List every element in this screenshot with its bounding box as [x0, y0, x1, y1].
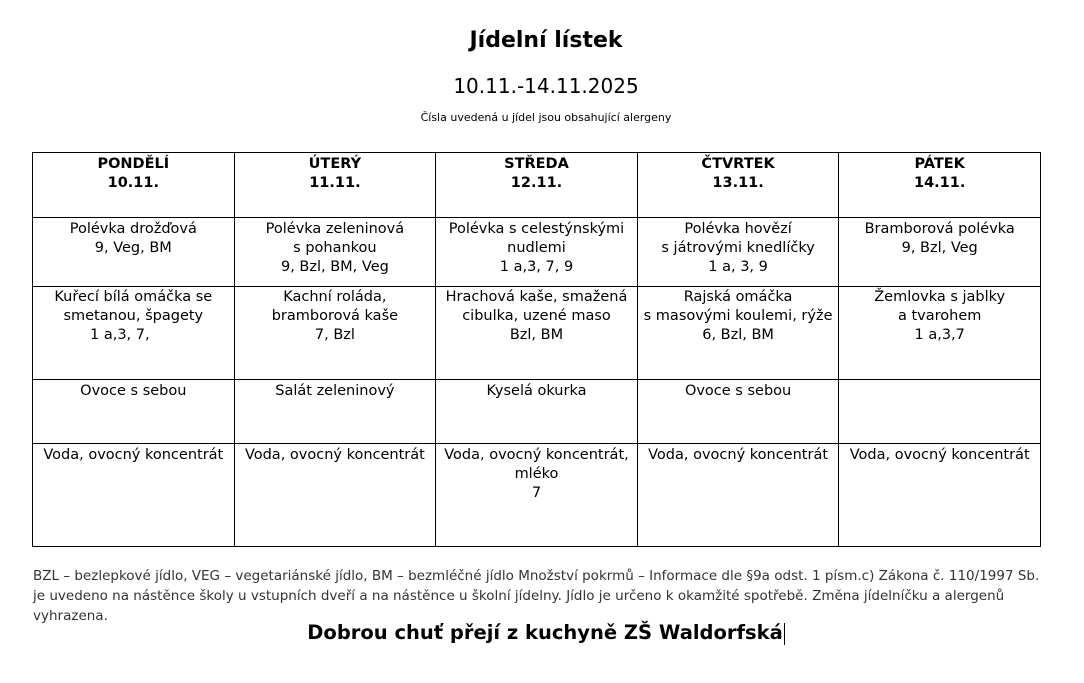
- dish-line: Kyselá okurka: [486, 383, 587, 399]
- dish-line: nudlemi: [507, 240, 566, 256]
- dish-line: Ovoce s sebou: [80, 383, 187, 399]
- day-date: 12.11.: [510, 175, 563, 191]
- dish-line: 6, Bzl, BM: [702, 327, 774, 343]
- date-range: 10.11.-14.11.2025: [453, 74, 639, 98]
- day-date: 11.11.: [309, 175, 361, 191]
- side-cell-empty: [839, 380, 1041, 444]
- drink-cell: [234, 444, 436, 547]
- dish-line: 1 a,3,7: [914, 327, 965, 343]
- day-date: 14.11.: [914, 175, 966, 191]
- greeting-text: Dobrou chuť přejí z kuchyně ZŠ Waldorfská: [307, 621, 783, 644]
- dish-line: 7, Bzl: [314, 327, 355, 343]
- dish-line: Voda, ovocný koncentrát: [648, 447, 829, 463]
- text-caret: [784, 623, 785, 645]
- day-header-cell: [33, 153, 235, 218]
- side-cell: [436, 380, 638, 444]
- dish-line: Bzl, BM: [509, 327, 564, 343]
- allergen-note: Čísla uvedená u jídel jsou obsahující alergeny: [420, 111, 672, 124]
- dish-line: Voda, ovocný koncentrát: [244, 447, 425, 463]
- dish-line: Žemlovka s jablky: [874, 289, 1006, 305]
- menu-table: [32, 152, 1041, 547]
- dish-line: smetanou, špagety: [63, 308, 204, 324]
- dish-line: Voda, ovocný koncentrát: [43, 447, 224, 463]
- day-header-cell: [234, 153, 436, 218]
- dish-line: Voda, ovocný koncentrát: [849, 447, 1030, 463]
- dish-line: 9, Bzl, BM, Veg: [280, 259, 389, 275]
- dish-line: Kachní roláda,: [283, 289, 387, 305]
- soup-cell: [839, 218, 1041, 287]
- dish-line: a tvarohem: [897, 308, 982, 324]
- dish-line: Hrachová kaše, smažená: [445, 289, 628, 305]
- side-row: [33, 380, 1041, 444]
- side-cell: [33, 380, 235, 444]
- drink-cell: [33, 444, 235, 547]
- main-course-cell: [637, 287, 839, 380]
- dish-line: cibulka, uzené maso: [462, 308, 611, 324]
- drink-cell: [637, 444, 839, 547]
- allergen-legend: BZL – bezlepkové jídlo, VEG – vegetariánské jídlo, BM – bezmléčné jídlo Množství pokrmů – Informace dle §9a odst. 1 písm.c) Zákona č. 110/1997 Sb. je uvedeno na nástěnce školy u vstupních dveří a na nástěnce u školní jídelny. Jídlo je určeno k okamžité spotřebě. Změna jídelníčku a alergenů vyhrazena.: [33, 568, 1040, 624]
- day-header-cell: [637, 153, 839, 218]
- day-date: 13.11.: [712, 175, 764, 191]
- dish-line: 1 a,3, 7, 9: [499, 259, 574, 275]
- main-course-cell: [436, 287, 638, 380]
- day-header-cell: [436, 153, 638, 218]
- dish-line: Polévka zeleninová: [265, 221, 405, 237]
- dish-line: 9, Veg, BM: [94, 240, 172, 256]
- main-course-row: [33, 287, 1041, 380]
- dish-line: 1 a,3, 7,: [90, 327, 150, 343]
- dish-line: Voda, ovocný koncentrát,: [444, 447, 629, 463]
- day-date: 10.11.: [107, 175, 159, 191]
- drink-cell: [436, 444, 638, 547]
- day-name: ČTVRTEK: [701, 156, 775, 172]
- dish-line: Rajská omáčka: [683, 289, 793, 305]
- dish-line: bramborová kaše: [271, 308, 399, 324]
- day-name: ÚTERÝ: [308, 156, 362, 172]
- dish-line: 9, Bzl, Veg: [901, 240, 978, 256]
- dish-line: Polévka drožďová: [69, 221, 197, 237]
- drink-row: [33, 444, 1041, 547]
- day-name: PÁTEK: [914, 156, 965, 172]
- side-cell: [637, 380, 839, 444]
- soup-cell: [234, 218, 436, 287]
- day-name: STŘEDA: [504, 156, 569, 172]
- dish-line: 7: [531, 485, 542, 501]
- soup-row: [33, 218, 1041, 287]
- day-header-row: [33, 153, 1041, 218]
- dish-line: Bramborová polévka: [864, 221, 1015, 237]
- dish-line: s játrovými knedlíčky: [661, 240, 815, 256]
- soup-cell: [436, 218, 638, 287]
- day-header-cell: [839, 153, 1041, 218]
- day-name: PONDĚLÍ: [97, 156, 170, 172]
- dish-line: Polévka hovězí: [684, 221, 792, 237]
- dish-line: 1 a, 3, 9: [708, 259, 768, 275]
- dish-line: Kuřecí bílá omáčka se: [54, 289, 213, 305]
- main-course-cell: [839, 287, 1041, 380]
- dish-line: Ovoce s sebou: [684, 383, 792, 399]
- main-course-cell: [33, 287, 235, 380]
- dish-line: Polévka s celestýnskými: [448, 221, 625, 237]
- soup-cell: [637, 218, 839, 287]
- main-course-cell: [234, 287, 436, 380]
- soup-cell: [33, 218, 235, 287]
- drink-cell: [839, 444, 1041, 547]
- dish-line: s masovými koulemi, rýže: [643, 308, 833, 324]
- dish-line: mléko: [514, 466, 559, 482]
- side-cell: [234, 380, 436, 444]
- greeting: [0, 621, 1084, 645]
- dish-line: s pohankou: [293, 240, 377, 256]
- dish-line: Salát zeleninový: [275, 383, 395, 399]
- page-title: Jídelní lístek: [469, 28, 623, 53]
